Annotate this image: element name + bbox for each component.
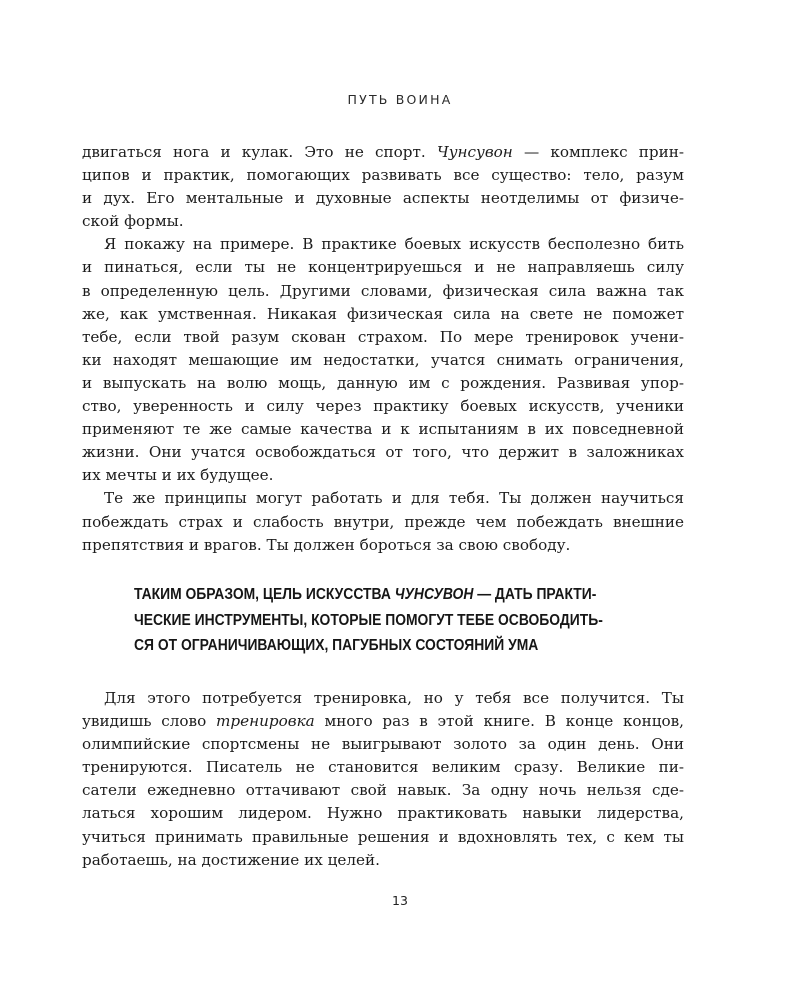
text-line: Те же принципы могут работать и для тебя. Ты должен научиться [104, 489, 684, 508]
text-line: побеждать страх и слабость внутри, прежде чем побеждать внешние [82, 512, 684, 531]
text-line: Для этого потребуется тренировка, но у тебя все получится. Ты [104, 689, 684, 707]
term-training: тренировка [215, 712, 315, 731]
pullquote-line: СЯ ОТ ОГРАНИЧИВАЮЩИХ, ПАГУБНЫХ СОСТОЯНИЙ УМА [134, 637, 539, 654]
text-line: препятствия и врагов. Ты должен бороться за свою свободу. [82, 535, 571, 554]
paragraph-principles [82, 487, 684, 556]
term-chunsuvon: Чунсувон [436, 143, 513, 161]
text-line: ство, уверенность и силу через практику боевых искусств, ученики [82, 397, 684, 416]
running-head: ПУТЬ ВОИНА [347, 92, 453, 107]
text-line: двигаться нога и кулак. Это не спорт. Чунсувон — комплекс прин- [82, 143, 684, 161]
text-line: же, как умственная. Никакая физическая сила на свете не поможет [82, 304, 684, 323]
text-line: олимпийские спортсмены не выигрывают золото за один день. Они [82, 735, 684, 754]
text-line: в определенную цель. Другими словами, физическая сила важна так [82, 281, 684, 300]
text-line: жизни. Они учатся освобождаться от того, что держит в заложниках [82, 443, 684, 462]
text-line: их мечты и их будущее. [82, 466, 274, 485]
text-line: Я покажу на примере. В практике боевых искусств бесполезно бить [104, 235, 684, 254]
pullquote-line: ЧЕСКИЕ ИНСТРУМЕНТЫ, КОТОРЫЕ ПОМОГУТ ТЕБЕ ОСВОБОДИТЬ- [134, 611, 603, 629]
pullquote-line: ТАКИМ ОБРАЗОМ, ЦЕЛЬ ИСКУССТВА ЧУНСУВОН — ДАТЬ ПРАКТИ- [134, 586, 597, 603]
text-line: и дух. Его ментальные и духовные аспекты неотделимы от физиче- [82, 189, 684, 208]
text-line: работаешь, на достижение их целей. [82, 850, 380, 869]
pullquote [134, 582, 603, 659]
text-line: применяют те же самые качества и к испытаниям в их повседневной [82, 420, 684, 439]
paragraph-example [82, 233, 684, 487]
text-line: и пинаться, если ты не концентрируешься и не направляешь силу [82, 258, 684, 277]
paragraph-training [82, 687, 684, 872]
text-line: тебе, если твой разум скован страхом. По мере тренировок учени- [82, 327, 684, 346]
text-line: ской формы. [82, 212, 184, 231]
text-line: увидишь слово тренировка много раз в этой книге. В конце концов, [82, 712, 684, 731]
page-number: 13 [392, 893, 408, 908]
text-line: учиться принимать правильные решения и вдохновлять тех, с кем ты [82, 827, 684, 846]
text-line: ципов и практик, помогающих развивать все существо: тело, разум [82, 166, 684, 185]
paragraph-continuation [82, 141, 684, 233]
text-line: сатели ежедневно оттачивают свой навык. За одну ночь нельзя сде- [82, 781, 684, 800]
body-text-top [82, 141, 684, 557]
text-line: тренируются. Писатель не становится великим сразу. Великие пи- [82, 758, 684, 777]
body-text-bottom [82, 687, 684, 872]
text-line: и выпускать на волю мощь, данную им с рождения. Развивая упор- [82, 373, 684, 392]
text-line: латься хорошим лидером. Нужно практиковать навыки лидерства, [82, 804, 684, 823]
pullquote-term: ЧУНСУВОН [394, 586, 474, 603]
text-line: ки находят мешающие им недостатки, учатся снимать ограничения, [82, 350, 684, 369]
